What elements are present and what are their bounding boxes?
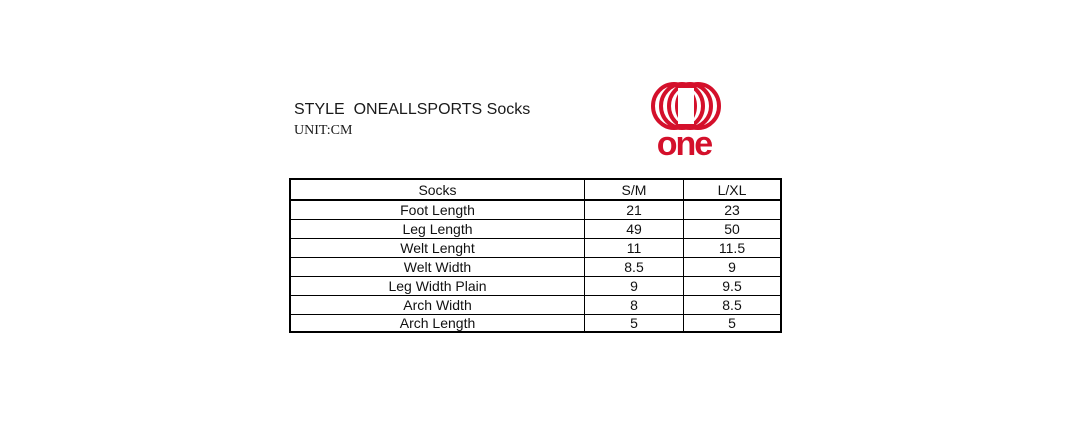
table-row	[290, 200, 781, 220]
lxl-value: 9	[684, 258, 782, 277]
measurement-label: Leg Width Plain	[290, 277, 585, 296]
sm-value: 9	[585, 277, 684, 296]
table-row	[290, 315, 781, 333]
table-row	[290, 239, 781, 258]
table-header-row	[290, 179, 781, 200]
table-row	[290, 258, 781, 277]
sm-value: 11	[585, 239, 684, 258]
lxl-value: 8.5	[684, 296, 782, 315]
style-title: STYLE ONEALLSPORTS Socks	[294, 101, 531, 118]
unit-label: UNIT:CM	[294, 123, 353, 138]
measurement-label: Leg Length	[290, 220, 585, 239]
lxl-value: 9.5	[684, 277, 782, 296]
size-chart-table	[289, 178, 782, 333]
lxl-value: 11.5	[684, 239, 782, 258]
measurement-label: Foot Length	[290, 200, 585, 220]
sm-value: 5	[585, 315, 684, 333]
lxl-value: 50	[684, 220, 782, 239]
table-row	[290, 296, 781, 315]
table-row	[290, 220, 781, 239]
logo-wordmark: one	[656, 125, 712, 163]
sm-value: 49	[585, 220, 684, 239]
table-row	[290, 277, 781, 296]
lxl-value: 23	[684, 200, 782, 220]
sm-value: 8.5	[585, 258, 684, 277]
measurement-label: Arch Width	[290, 296, 585, 315]
column-header-socks: Socks	[290, 179, 585, 200]
column-header-lxl: L/XL	[684, 179, 782, 200]
measurement-label: Welt Lenght	[290, 239, 585, 258]
column-header-sm: S/M	[585, 179, 684, 200]
brand-logo	[645, 80, 725, 164]
measurement-label: Welt Width	[290, 258, 585, 277]
sm-value: 8	[585, 296, 684, 315]
measurement-label: Arch Length	[290, 315, 585, 333]
lxl-value: 5	[684, 315, 782, 333]
sm-value: 21	[585, 200, 684, 220]
